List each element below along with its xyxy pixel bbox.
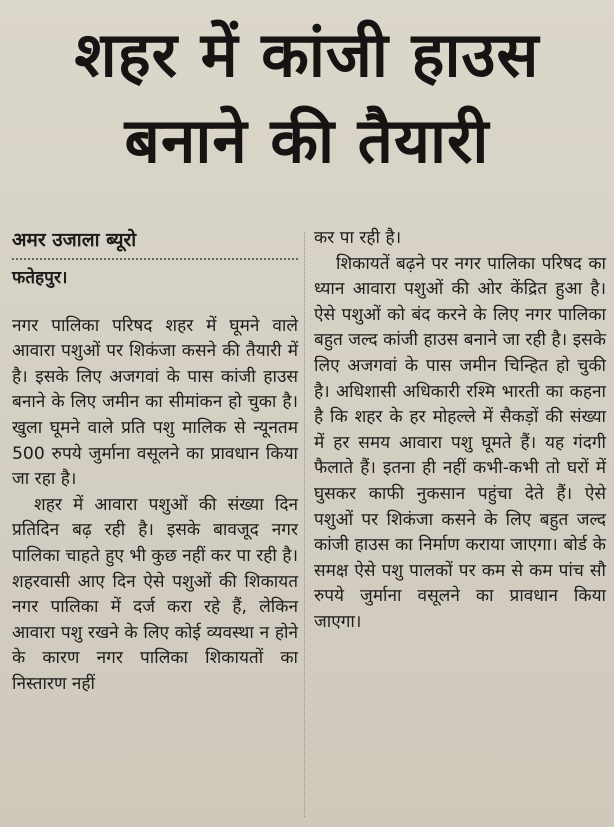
right-column xyxy=(314,226,606,817)
column-divider xyxy=(304,232,305,817)
byline: अमर उजाला ब्यूरो xyxy=(12,226,298,260)
left-column xyxy=(12,226,298,817)
paragraph-3: शिकायतें बढ़ने पर नगर पालिका परिषद का ध्यान आवारा पशुओं की ओर केंद्रित हुआ है। ऐसे पशुओं को बंद करने के लिए नगर पालिका बहुत जल्द कांजी हाउस बनाने जा रही है। इसके लिए अजगवां के पास जमीन चिन्हित हो चुकी है। अधिशासी अधिकारी रश्मि भारती का कहना है कि शहर के हर मोहल्ले में सैकड़ों की संख्या में हर समय आवारा पशु घूमते हैं। यह गंदगी फैलाते हैं। इतना ही नहीं कभी-कभी तो घरों में घुसकर काफी नुकसान पहुंचा देते हैं। ऐसे पशुओं पर शिकंजा कसने के लिए बहुत जल्द कांजी हाउस का निर्माण कराया जाएगा। बोर्ड के समक्ष ऐसे पशु पालकों पर कम से कम पांच सौ रुपये जुर्माना वसूलने का प्रावधान किया जाएगा। xyxy=(314,253,606,632)
dateline: फतेहपुर। xyxy=(12,268,68,288)
headline xyxy=(0,12,614,184)
headline-line-2: बनाने की तैयारी xyxy=(124,104,490,177)
paragraph-2: शहर में आवारा पशुओं की संख्या दिन प्रतिदिन बढ़ रही है। इसके बावजूद नगर पालिका चाहते हुए भी कुछ नहीं कर पा रही है। शहरवासी आए दिन ऐसे पशुओं की शिकायत नगर पालिका में दर्ज करा रहे हैं, लेकिन आवारा पशु रखने के लिए कोई व्यवस्था न होने के कारण नगर पालिका शिकायतों का निस्तारण नहीं xyxy=(12,494,298,694)
headline-line-1: शहर में कांजी हाउस xyxy=(74,18,540,91)
paragraph-continued: कर पा रही है। xyxy=(314,228,402,248)
paragraph-1: नगर पालिका परिषद शहर में घूमने वाले आवारा पशुओं पर शिकंजा कसने की तैयारी में है। इसके लिए अजगवां के पास कांजी हाउस बनाने के लिए जमीन का सीमांकन हो चुका है। खुला घूमने वाले प्रति पशु मालिक से न्यूनतम 500 रुपये जुर्माना वसूलने का प्रावधान किया जा रहा है। xyxy=(12,315,298,490)
